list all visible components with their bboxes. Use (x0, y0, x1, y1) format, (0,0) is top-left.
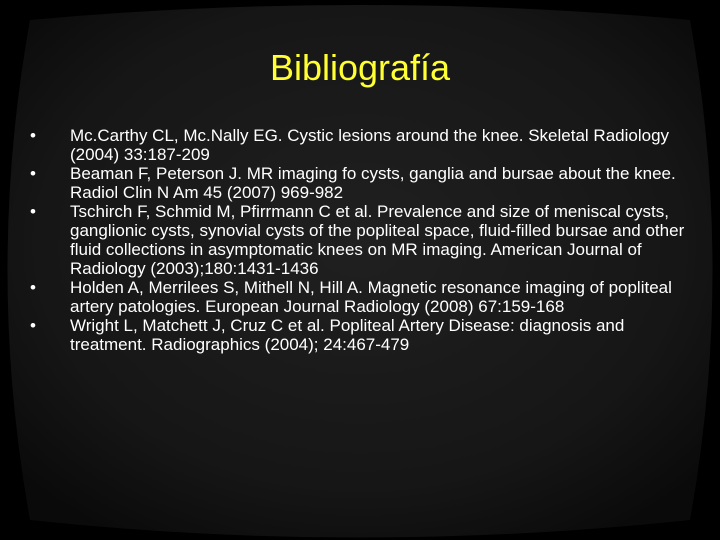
reference-text: Tschirch F, Schmid M, Pfirrmann C et al. Prevalence and size of meniscal cysts, ganglionic cysts, synovial cysts of the popliteal space, fluid-filled bursae and other fluid collections in asymptomatic knees on MR imaging. American Journal of Radiology (2003);180:1431-1436 (70, 202, 685, 278)
reference-text: Holden A, Merrilees S, Mithell N, Hill A. Magnetic resonance imaging of popliteal artery patologies. European Journal Radiology (2008) 67:159-168 (70, 278, 672, 316)
bullet-icon: • (30, 316, 36, 335)
reference-item (26, 202, 694, 278)
bullet-icon: • (30, 278, 36, 297)
reference-list (26, 126, 694, 354)
reference-item (26, 164, 694, 202)
bullet-icon: • (30, 164, 36, 183)
page-title: Bibliografía (269, 47, 451, 88)
reference-text: Beaman F, Peterson J. MR imaging fo cysts, ganglia and bursae about the knee. Radiol Clin N Am 45 (2007) 969-982 (70, 164, 676, 202)
reference-item (26, 126, 694, 164)
reference-item (26, 316, 694, 354)
reference-text: Mc.Carthy CL, Mc.Nally EG. Cystic lesions around the knee. Skeletal Radiology (2004) 33:187-209 (70, 126, 670, 164)
bullet-icon: • (30, 126, 36, 145)
reference-text: Wright L, Matchett J, Cruz C et al. Popliteal Artery Disease: diagnosis and treatment. Radiographics (2004); 24:467-479 (70, 316, 625, 354)
bullet-icon: • (30, 202, 36, 221)
reference-item (26, 278, 694, 316)
